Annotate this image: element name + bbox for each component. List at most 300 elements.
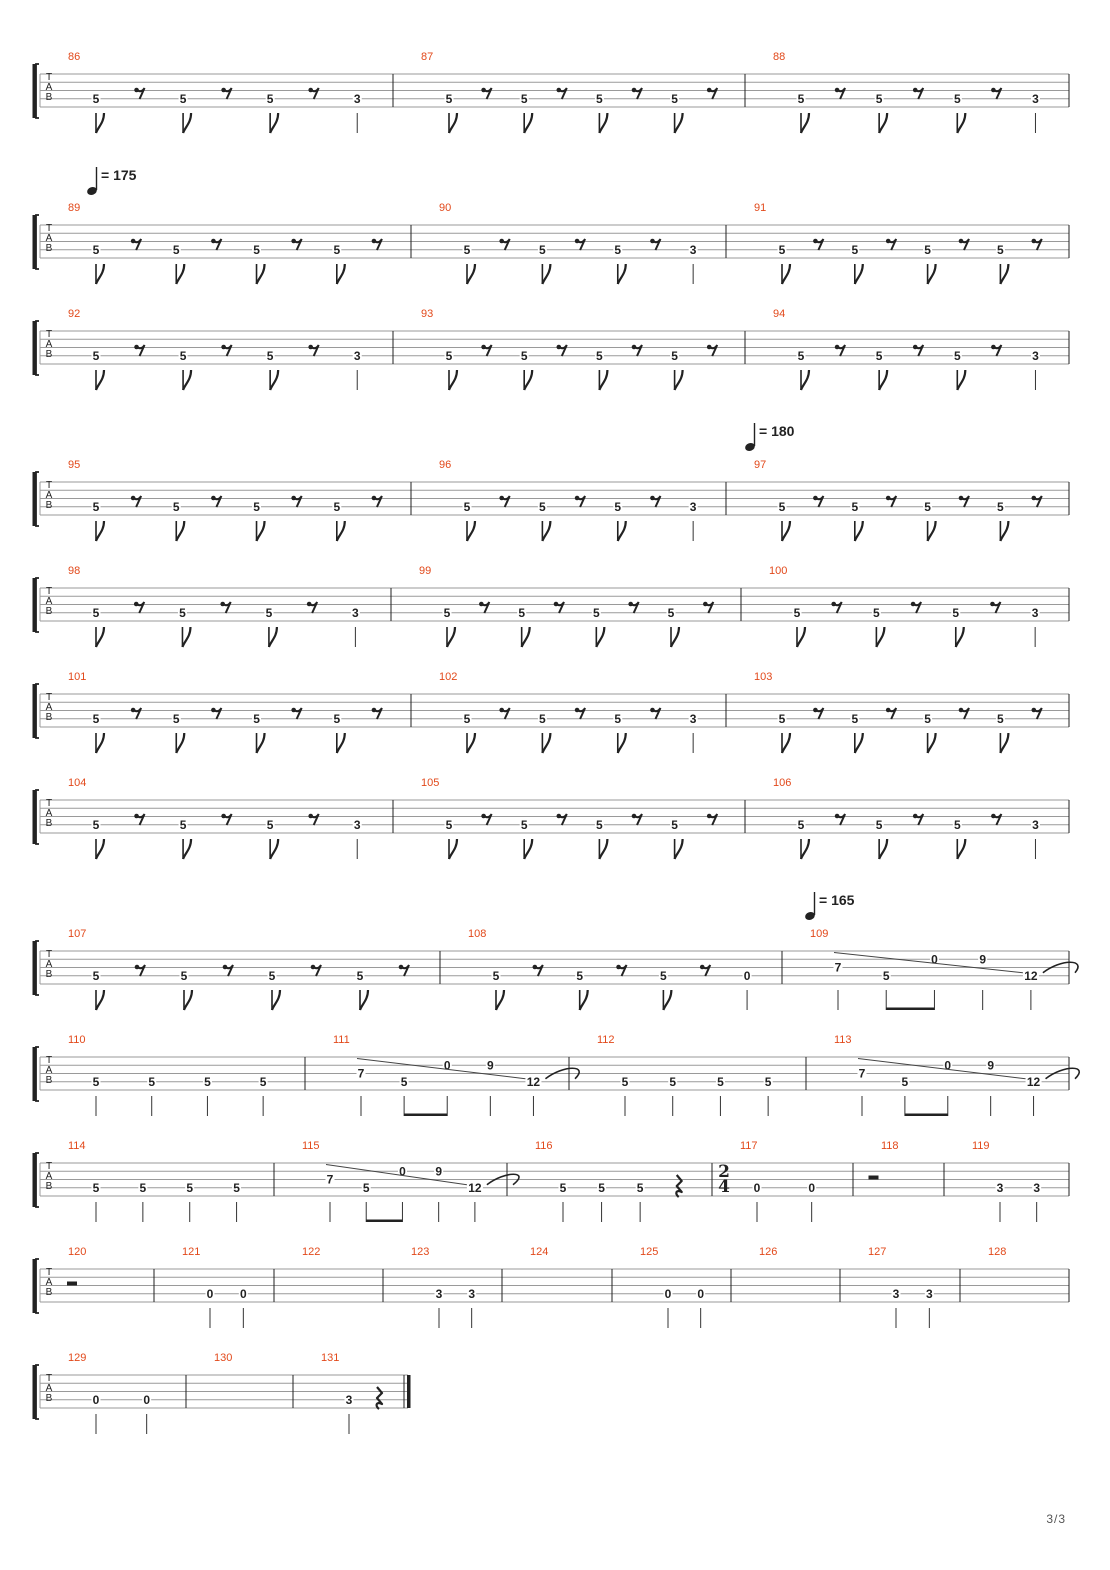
half-rest: [869, 1176, 879, 1180]
fret-number: 5: [873, 605, 880, 620]
fret-number: 5: [520, 817, 528, 832]
fret-number: 5: [172, 711, 180, 726]
fret-number: 0: [143, 1392, 151, 1407]
fret-number: 7: [858, 1066, 866, 1081]
fret-number: 5: [92, 242, 100, 257]
fret-number: 5: [445, 348, 453, 363]
fret-number: 5: [333, 711, 341, 726]
tab-clef-letter: B: [45, 1075, 53, 1086]
eighth-flag: [855, 521, 863, 541]
fret-number: 12: [526, 1074, 541, 1089]
fret-number: 5: [669, 1074, 677, 1089]
fret-number: 5: [233, 1180, 240, 1195]
fret-number: 3: [689, 711, 697, 726]
fret-number: 3: [925, 1286, 933, 1301]
eighth-flag: [596, 627, 604, 647]
measure-number: 86: [68, 51, 81, 63]
eighth-flag: [496, 990, 504, 1010]
eighth-flag: [957, 113, 965, 133]
eighth-flag: [956, 627, 964, 647]
eighth-flag: [879, 839, 887, 859]
fret-number: 5: [953, 348, 961, 363]
measure-number: 92: [68, 308, 81, 320]
eighth-flag: [176, 264, 184, 284]
fret-number: 5: [518, 605, 526, 620]
fret-number: 3: [353, 91, 361, 106]
beam: [905, 1114, 948, 1117]
eighth-flag: [270, 370, 278, 390]
eighth-flag: [599, 113, 607, 133]
measure-number: 90: [439, 202, 452, 214]
fret-number: 5: [559, 1180, 567, 1195]
fret-number: 5: [778, 242, 786, 257]
fret-number: 5: [851, 242, 859, 257]
eighth-flag: [182, 627, 190, 647]
fret-number: 5: [671, 348, 678, 363]
quarter-rest: [377, 1387, 382, 1409]
fret-number: 5: [539, 711, 546, 726]
eighth-flag: [542, 264, 550, 284]
tab-system: [34, 565, 1069, 647]
beam: [366, 1220, 402, 1223]
tab-clef-letter: T: [45, 949, 53, 960]
tab-system: [34, 1140, 1069, 1222]
system-bracket: [36, 1047, 39, 1101]
measure-number: 110: [68, 1034, 86, 1046]
eighth-flag: [928, 521, 936, 541]
fret-number: 3: [353, 348, 361, 363]
page-number: 3/3: [1046, 1512, 1066, 1526]
eighth-flag: [96, 521, 104, 541]
fret-number: 5: [139, 1180, 147, 1195]
tempo-value: = 165: [819, 892, 855, 908]
eighth-flag: [257, 264, 265, 284]
fret-number: 5: [778, 499, 786, 514]
fret-number: 5: [443, 605, 451, 620]
eighth-flag: [257, 521, 265, 541]
tab-clef-letter: A: [45, 1277, 53, 1288]
eighth-flag: [270, 113, 278, 133]
eighth-flag: [467, 264, 475, 284]
measure-number: 111: [333, 1034, 350, 1046]
fret-number: 5: [953, 817, 961, 832]
eighth-flag: [671, 627, 679, 647]
measure-number: 113: [834, 1034, 852, 1046]
fret-number: 5: [333, 242, 341, 257]
fret-number: 5: [333, 499, 341, 514]
eighth-flag: [176, 521, 184, 541]
eighth-flag: [449, 370, 457, 390]
tempo-marking: [86, 167, 137, 196]
tab-clef-letter: T: [45, 1055, 53, 1066]
half-rest: [67, 1282, 77, 1286]
eighth-flag: [675, 370, 683, 390]
fret-number: 5: [400, 1074, 408, 1089]
fret-number: 5: [997, 499, 1004, 514]
measure-number: 108: [468, 928, 487, 940]
system-bracket: [36, 1365, 39, 1419]
eighth-flag: [337, 264, 345, 284]
eighth-flag: [801, 113, 809, 133]
measure-number: 87: [421, 51, 434, 63]
tab-clef-letter: B: [45, 606, 53, 617]
fret-number: 5: [92, 605, 100, 620]
eighth-flag: [447, 627, 455, 647]
fret-number: 5: [92, 1180, 100, 1195]
fret-number: 5: [265, 605, 273, 620]
eighth-flag: [96, 627, 104, 647]
fret-number: 5: [660, 968, 667, 983]
quarter-rest: [676, 1175, 681, 1197]
tab-clef-letter: B: [45, 92, 53, 103]
eighth-flag: [270, 839, 278, 859]
measure-number: 106: [773, 777, 792, 789]
tab-clef-letter: T: [45, 1161, 53, 1172]
measure-number: 115: [302, 1140, 320, 1152]
fret-number: 5: [924, 499, 931, 514]
fret-number: 3: [353, 817, 361, 832]
eighth-flag: [183, 370, 191, 390]
measure-number: 107: [68, 928, 87, 940]
fret-number: 12: [468, 1180, 482, 1195]
fret-number: 5: [179, 91, 187, 106]
tab-clef-letter: A: [45, 339, 53, 350]
tab-clef-letter: B: [45, 1393, 53, 1404]
measure-number: 124: [530, 1246, 549, 1258]
tab-system: [34, 202, 1069, 284]
eighth-flag: [1000, 733, 1008, 753]
eighth-flag: [782, 521, 790, 541]
measure-number: 105: [421, 777, 440, 789]
tab-clef-letter: B: [45, 969, 53, 980]
fret-number: 0: [931, 952, 938, 967]
fret-number: 3: [435, 1286, 443, 1301]
eighth-flag: [96, 264, 104, 284]
fret-number: 5: [614, 499, 622, 514]
tempo-marking: [804, 892, 855, 921]
fret-number: 5: [596, 348, 603, 363]
tab-clef-letter: A: [45, 1065, 53, 1076]
eighth-flag: [928, 733, 936, 753]
system-bracket: [36, 472, 39, 526]
measure-number: 98: [68, 565, 81, 577]
eighth-flag: [928, 264, 936, 284]
eighth-flag: [663, 990, 671, 1010]
fret-number: 5: [614, 242, 622, 257]
eighth-flag: [96, 990, 104, 1010]
fret-number: 9: [987, 1058, 995, 1073]
fret-number: 3: [1032, 348, 1039, 363]
measure-number: 128: [988, 1246, 1007, 1258]
fret-number: 5: [179, 817, 187, 832]
measure-number: 94: [773, 308, 786, 320]
tab-clef-letter: A: [45, 490, 53, 501]
fret-number: 5: [148, 1074, 156, 1089]
fret-number: 5: [997, 242, 1004, 257]
eighth-flag: [183, 113, 191, 133]
system-bracket: [36, 684, 39, 738]
eighth-flag: [855, 733, 863, 753]
fret-number: 5: [186, 1180, 194, 1195]
tab-system: [34, 308, 1069, 390]
fret-number: 5: [362, 1180, 370, 1195]
fret-number: 5: [797, 91, 805, 106]
eighth-flag: [524, 839, 532, 859]
tab-clef-letter: B: [45, 349, 53, 360]
eighth-flag: [957, 370, 965, 390]
fret-number: 5: [952, 605, 960, 620]
fret-number: 5: [463, 711, 471, 726]
fret-number: 5: [445, 817, 453, 832]
measure-number: 93: [421, 308, 434, 320]
fret-number: 5: [953, 91, 961, 106]
tab-system: [34, 671, 1069, 753]
eighth-flag: [618, 733, 626, 753]
slide-line: [326, 1165, 467, 1185]
eighth-flag: [876, 627, 884, 647]
fret-number: 5: [92, 968, 100, 983]
measure-number: 114: [68, 1140, 86, 1152]
tab-clef-letter: T: [45, 1267, 53, 1278]
tab-clef-letter: B: [45, 818, 53, 829]
fret-number: 5: [92, 1074, 100, 1089]
eighth-flag: [782, 733, 790, 753]
fret-number: 5: [671, 91, 678, 106]
eighth-flag: [580, 990, 588, 1010]
fret-number: 0: [743, 968, 751, 983]
fret-number: 5: [851, 499, 859, 514]
system-bracket: [36, 790, 39, 844]
measure-number: 131: [321, 1352, 340, 1364]
fret-number: 5: [180, 968, 188, 983]
tab-clef-letter: A: [45, 596, 53, 607]
eighth-flag: [879, 113, 887, 133]
fret-number: 9: [486, 1058, 494, 1073]
fret-number: 5: [875, 91, 883, 106]
fret-number: 5: [268, 968, 276, 983]
measure-number: 118: [881, 1140, 899, 1152]
tab-system: [34, 51, 1069, 133]
measure-number: 99: [419, 565, 432, 577]
final-barline: [407, 1375, 411, 1408]
beam: [404, 1114, 447, 1117]
eighth-flag: [524, 370, 532, 390]
fret-number: 0: [944, 1058, 952, 1073]
tab-clef-letter: A: [45, 233, 53, 244]
fret-number: 5: [901, 1074, 909, 1089]
fret-number: 5: [520, 91, 528, 106]
measure-number: 119: [972, 1140, 990, 1152]
fret-number: 5: [92, 499, 100, 514]
fret-number: 0: [206, 1286, 214, 1301]
measure-number: 96: [439, 459, 452, 471]
slide-line: [357, 1059, 525, 1079]
tab-clef-letter: A: [45, 1383, 53, 1394]
measure-number: 88: [773, 51, 786, 63]
eighth-flag: [599, 839, 607, 859]
tab-clef-letter: A: [45, 82, 53, 93]
fret-number: 3: [1031, 605, 1039, 620]
fret-number: 5: [882, 968, 890, 983]
fret-number: 5: [539, 499, 546, 514]
fret-number: 5: [266, 817, 274, 832]
tab-system: [34, 777, 1069, 859]
fret-number: 5: [356, 968, 364, 983]
fret-number: 5: [520, 348, 528, 363]
measure-number: 101: [68, 671, 87, 683]
fret-number: 0: [697, 1286, 705, 1301]
fret-number: 7: [357, 1066, 365, 1081]
tab-clef-letter: A: [45, 702, 53, 713]
eighth-flag: [449, 839, 457, 859]
measure-number: 109: [810, 928, 829, 940]
fret-number: 5: [92, 711, 100, 726]
measure-number: 104: [68, 777, 87, 789]
fret-number: 5: [259, 1074, 267, 1089]
eighth-flag: [449, 113, 457, 133]
tab-clef-letter: T: [45, 586, 53, 597]
fret-number: 5: [797, 348, 805, 363]
eighth-flag: [957, 839, 965, 859]
measure-number: 100: [769, 565, 788, 577]
time-signature-top: 2: [718, 1162, 730, 1182]
eighth-flag: [675, 113, 683, 133]
fret-number: 5: [592, 605, 600, 620]
measure-number: 127: [868, 1246, 887, 1258]
fret-number: 5: [596, 817, 603, 832]
tab-clef-letter: T: [45, 480, 53, 491]
fret-number: 5: [778, 711, 786, 726]
eighth-flag: [1000, 521, 1008, 541]
fret-number: 3: [1032, 91, 1039, 106]
tab-clef-letter: T: [45, 798, 53, 809]
time-signature-bottom: 4: [718, 1177, 730, 1197]
fret-number: 0: [92, 1392, 100, 1407]
tab-clef-letter: T: [45, 1373, 53, 1384]
eighth-flag: [524, 113, 532, 133]
measure-number: 125: [640, 1246, 659, 1258]
fret-number: 5: [875, 817, 883, 832]
fret-number: 5: [576, 968, 584, 983]
beam: [886, 1008, 934, 1011]
fret-number: 5: [797, 817, 805, 832]
fret-number: 0: [664, 1286, 672, 1301]
eighth-flag: [183, 839, 191, 859]
fret-number: 3: [892, 1286, 900, 1301]
fret-number: 5: [667, 605, 675, 620]
fret-number: 5: [717, 1074, 724, 1089]
fret-number: 12: [1026, 1074, 1041, 1089]
tab-clef-letter: A: [45, 1171, 53, 1182]
eighth-flag: [675, 839, 683, 859]
slide-line: [858, 1059, 1026, 1079]
tab-system: [34, 1246, 1069, 1328]
eighth-flag: [542, 733, 550, 753]
eighth-flag: [801, 370, 809, 390]
system-bracket: [36, 64, 39, 118]
system-bracket: [36, 1259, 39, 1313]
fret-number: 5: [253, 711, 260, 726]
fret-number: 5: [92, 91, 100, 106]
fret-number: 5: [875, 348, 883, 363]
fret-number: 5: [445, 91, 453, 106]
fret-number: 3: [689, 242, 697, 257]
fret-number: 5: [463, 499, 471, 514]
fret-number: 9: [435, 1164, 443, 1179]
fret-number: 5: [172, 499, 180, 514]
fret-number: 5: [172, 242, 180, 257]
eighth-flag: [1000, 264, 1008, 284]
fret-number: 3: [1033, 1180, 1041, 1195]
eighth-flag: [879, 370, 887, 390]
fret-number: 5: [253, 242, 260, 257]
measure-number: 126: [759, 1246, 778, 1258]
eighth-flag: [797, 627, 805, 647]
eighth-flag: [467, 521, 475, 541]
eighth-flag: [337, 733, 345, 753]
measure-number: 123: [411, 1246, 430, 1258]
eighth-flag: [467, 733, 475, 753]
fret-number: 5: [598, 1180, 605, 1195]
measure-number: 121: [182, 1246, 201, 1258]
fret-number: 5: [924, 242, 931, 257]
fret-number: 3: [996, 1180, 1004, 1195]
fret-number: 7: [834, 960, 842, 975]
fret-number: 5: [204, 1074, 211, 1089]
measure-number: 122: [302, 1246, 321, 1258]
tab-system: [34, 459, 1069, 541]
fret-number: 5: [596, 91, 603, 106]
fret-number: 0: [399, 1164, 406, 1179]
slide-line: [834, 953, 1023, 973]
eighth-flag: [360, 990, 368, 1010]
fret-number: 9: [979, 952, 987, 967]
eighth-flag: [618, 264, 626, 284]
tempo-marking: [744, 423, 795, 452]
fret-number: 5: [764, 1074, 772, 1089]
eighth-flag: [522, 627, 530, 647]
tab-clef-letter: T: [45, 72, 53, 83]
tab-clef-letter: B: [45, 1181, 53, 1192]
tempo-value: = 175: [101, 167, 137, 183]
fret-number: 7: [326, 1172, 334, 1187]
tab-clef-letter: B: [45, 1287, 53, 1298]
eighth-flag: [599, 370, 607, 390]
fret-number: 3: [1032, 817, 1039, 832]
fret-number: 5: [463, 242, 471, 257]
measure-number: 103: [754, 671, 773, 683]
measure-number: 102: [439, 671, 458, 683]
tab-clef-letter: B: [45, 243, 53, 254]
fret-number: 5: [266, 91, 274, 106]
measure-number: 95: [68, 459, 81, 471]
tab-system: [34, 1034, 1079, 1116]
system-bracket: [36, 941, 39, 995]
measure-number: 97: [754, 459, 767, 471]
eighth-flag: [269, 627, 277, 647]
system-bracket: [36, 321, 39, 375]
fret-number: 5: [924, 711, 931, 726]
tempo-value: = 180: [759, 423, 795, 439]
tab-clef-letter: T: [45, 223, 53, 234]
fret-number: 0: [239, 1286, 247, 1301]
fret-number: 5: [492, 968, 500, 983]
eighth-flag: [184, 990, 192, 1010]
eighth-flag: [96, 733, 104, 753]
fret-number: 0: [808, 1180, 816, 1195]
fret-number: 0: [443, 1058, 451, 1073]
tab-clef-letter: A: [45, 808, 53, 819]
